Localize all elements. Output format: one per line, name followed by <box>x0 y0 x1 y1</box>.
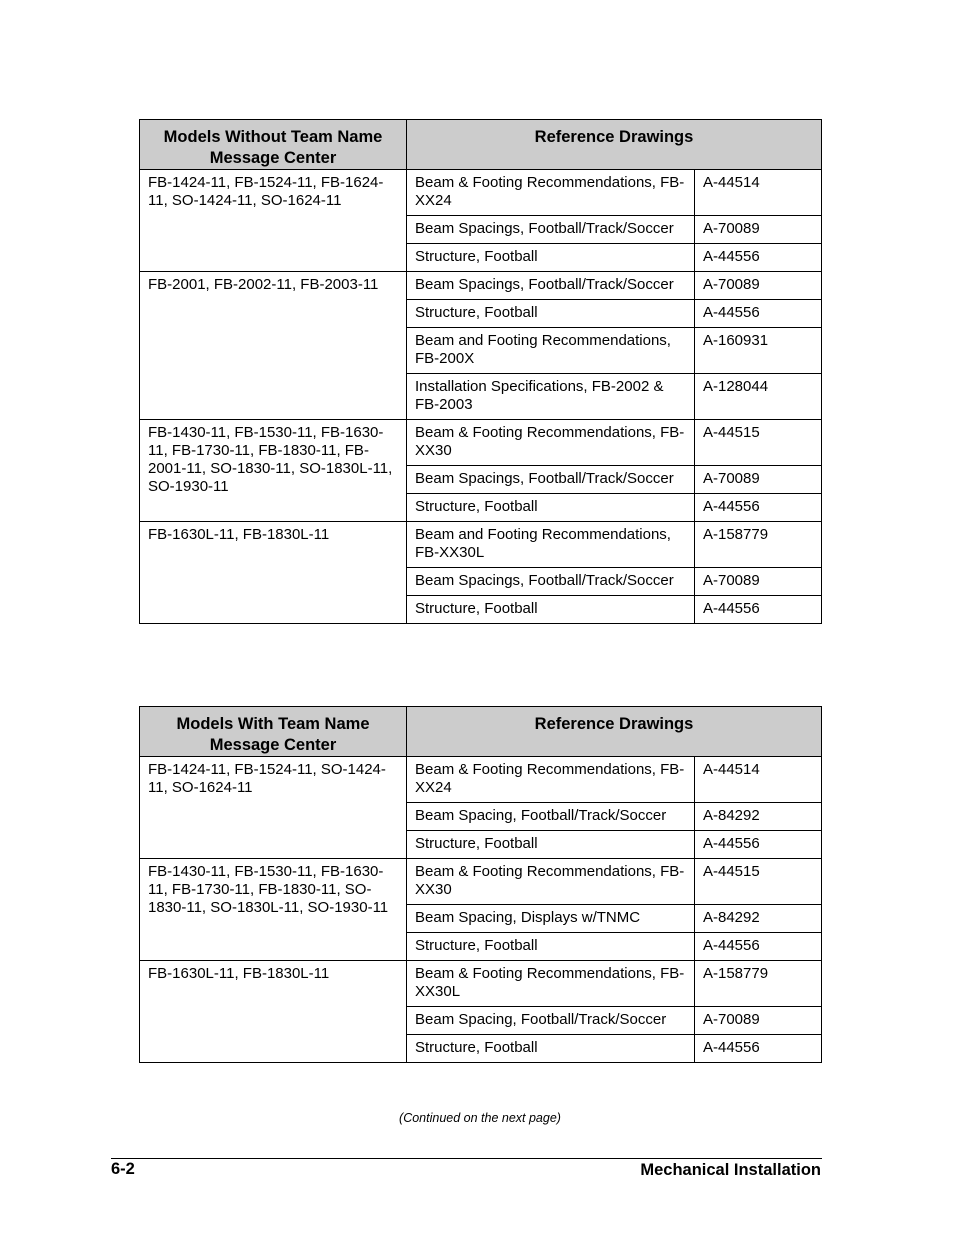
continued-note: (Continued on the next page) <box>399 1111 561 1125</box>
drawing-title-cell: Structure, Football <box>407 244 695 272</box>
drawing-title-cell: Structure, Football <box>407 1035 695 1063</box>
drawing-title-cell: Beam and Footing Recommendations, FB-XX30L <box>407 522 695 568</box>
drawing-number-cell: A-44556 <box>695 933 822 961</box>
drawing-title-cell: Structure, Football <box>407 933 695 961</box>
drawing-number-cell: A-44556 <box>695 596 822 624</box>
drawing-number-cell: A-70089 <box>695 466 822 494</box>
models-column-header: Models With Team Name Message Center <box>140 707 407 757</box>
drawing-title-cell: Beam and Footing Recommendations, FB-200X <box>407 328 695 374</box>
drawing-title-cell: Beam & Footing Recommendations, FB-XX30 <box>407 859 695 905</box>
model-list-cell: FB-1424-11, FB-1524-11, FB-1624-11, SO-1424-11, SO-1624-11 <box>140 170 407 272</box>
page-number: 6-2 <box>111 1160 135 1178</box>
drawing-number-cell: A-44515 <box>695 420 822 466</box>
drawing-number-cell: A-84292 <box>695 905 822 933</box>
drawing-number-cell: A-44515 <box>695 859 822 905</box>
model-list-cell: FB-1424-11, FB-1524-11, SO-1424-11, SO-1624-11 <box>140 757 407 859</box>
drawing-title-cell: Beam & Footing Recommendations, FB-XX24 <box>407 170 695 216</box>
model-list-cell: FB-2001, FB-2002-11, FB-2003-11 <box>140 272 407 420</box>
drawing-title-cell: Beam Spacings, Football/Track/Soccer <box>407 466 695 494</box>
drawing-number-cell: A-44556 <box>695 1035 822 1063</box>
drawing-number-cell: A-44514 <box>695 170 822 216</box>
drawing-number-cell: A-44556 <box>695 300 822 328</box>
models-column-header: Models Without Team Name Message Center <box>140 120 407 170</box>
drawing-number-cell: A-128044 <box>695 374 822 420</box>
drawing-title-cell: Structure, Football <box>407 596 695 624</box>
drawing-number-cell: A-158779 <box>695 961 822 1007</box>
drawing-title-cell: Beam Spacings, Football/Track/Soccer <box>407 272 695 300</box>
drawing-title-cell: Beam & Footing Recommendations, FB-XX30L <box>407 961 695 1007</box>
drawing-number-cell: A-158779 <box>695 522 822 568</box>
drawing-number-cell: A-70089 <box>695 272 822 300</box>
model-list-cell: FB-1430-11, FB-1530-11, FB-1630-11, FB-1730-11, FB-1830-11, FB-2001-11, SO-1830-11, SO-1830L-11, SO-1930-11 <box>140 420 407 522</box>
model-list-cell: FB-1430-11, FB-1530-11, FB-1630-11, FB-1730-11, FB-1830-11, SO-1830-11, SO-1830L-11, SO-1930-11 <box>140 859 407 961</box>
drawing-title-cell: Installation Specifications, FB-2002 & FB-2003 <box>407 374 695 420</box>
reference-drawings-column-header: Reference Drawings <box>407 120 822 170</box>
drawing-title-cell: Structure, Football <box>407 831 695 859</box>
drawing-title-cell: Beam Spacings, Football/Track/Soccer <box>407 216 695 244</box>
reference-drawings-column-header: Reference Drawings <box>407 707 822 757</box>
drawing-number-cell: A-84292 <box>695 803 822 831</box>
drawing-number-cell: A-44556 <box>695 244 822 272</box>
drawing-number-cell: A-160931 <box>695 328 822 374</box>
drawing-number-cell: A-70089 <box>695 568 822 596</box>
drawing-title-cell: Structure, Football <box>407 494 695 522</box>
drawing-title-cell: Beam & Footing Recommendations, FB-XX24 <box>407 757 695 803</box>
footer-divider <box>111 1158 822 1159</box>
drawing-title-cell: Structure, Football <box>407 300 695 328</box>
drawing-title-cell: Beam Spacing, Displays w/TNMC <box>407 905 695 933</box>
drawing-number-cell: A-70089 <box>695 216 822 244</box>
models-with-tnmc-table <box>139 706 822 1063</box>
model-list-cell: FB-1630L-11, FB-1830L-11 <box>140 961 407 1063</box>
drawing-number-cell: A-44556 <box>695 831 822 859</box>
drawing-number-cell: A-70089 <box>695 1007 822 1035</box>
drawing-title-cell: Beam Spacing, Football/Track/Soccer <box>407 803 695 831</box>
drawing-title-cell: Beam Spacings, Football/Track/Soccer <box>407 568 695 596</box>
drawing-number-cell: A-44514 <box>695 757 822 803</box>
drawing-number-cell: A-44556 <box>695 494 822 522</box>
models-without-tnmc-table <box>139 119 822 624</box>
drawing-title-cell: Beam Spacing, Football/Track/Soccer <box>407 1007 695 1035</box>
drawing-title-cell: Beam & Footing Recommendations, FB-XX30 <box>407 420 695 466</box>
model-list-cell: FB-1630L-11, FB-1830L-11 <box>140 522 407 624</box>
section-title: Mechanical Installation <box>640 1161 821 1179</box>
